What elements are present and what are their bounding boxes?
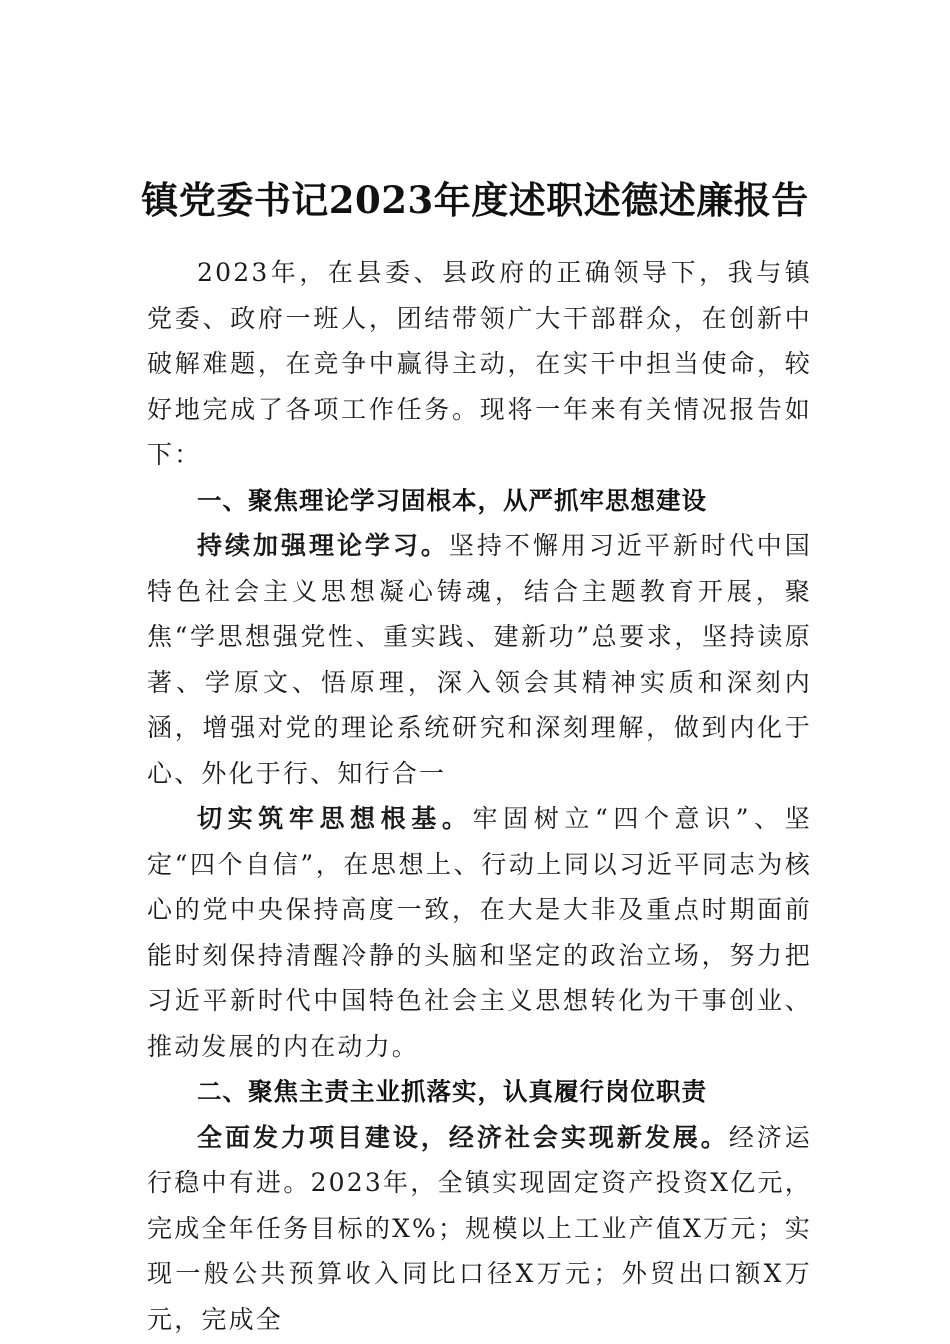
document-body <box>147 250 812 1342</box>
paragraph-lead: 全面发力项目建设，经济社会实现新发展。 <box>197 1122 729 1152</box>
section-1-paragraph-1 <box>147 523 812 796</box>
paragraph-lead: 切实筑牢思想根基。 <box>197 804 473 833</box>
intro-paragraph: 2023年，在县委、县政府的正确领导下，我与镇党委、政府一班人，团结带领广大干部群众，在创新中破解难题，在竞争中赢得主动，在实干中担当使命，较好地完成了各项工作任务。现将一年来有关情况报告如下： <box>147 258 812 469</box>
paragraph-lead: 持续加强理论学习。 <box>197 531 449 560</box>
section-2-paragraph-1 <box>147 1115 812 1343</box>
paragraph-text: 经济运行稳中有进。2023年，全镇实现固定资产投资X亿元，完成全年任务目标的X%；规模以上工业产值X万元；实现一般公共预算收入同比口径X万元；外贸出口额X万元，完成全 <box>147 1122 812 1334</box>
section-heading-1: 一、聚焦理论学习固根本，从严抓牢思想建设 <box>197 485 707 515</box>
paragraph-text: 坚持不懈用习近平新时代中国特色社会主义思想凝心铸魂，结合主题教育开展，聚焦“学思想强党性、重实践、建新功”总要求，坚持读原著、学原文、悟原理，深入领会其精神实质和深刻内涵，增强对党的理论系统研究和深刻理解，做到内化于心、外化于行、知行合一 <box>147 531 812 788</box>
document-title: 镇党委书记2023年度述职述德述廉报告 <box>141 178 809 222</box>
paragraph-text: 牢固树立“四个意识”、坚定“四个自信”，在思想上、行动上同以习近平同志为核心的党中央保持高度一致，在大是大非及重点时期面前能时刻保持清醒冷静的头脑和坚定的政治立场，努力把习近平新时代中国特色社会主义思想转化为干事创业、推动发展的内在动力。 <box>147 804 812 1061</box>
section-heading-2: 二、聚焦主责主业抓落实，认真履行岗位职责 <box>197 1077 707 1106</box>
section-1-paragraph-2 <box>147 796 812 1069</box>
